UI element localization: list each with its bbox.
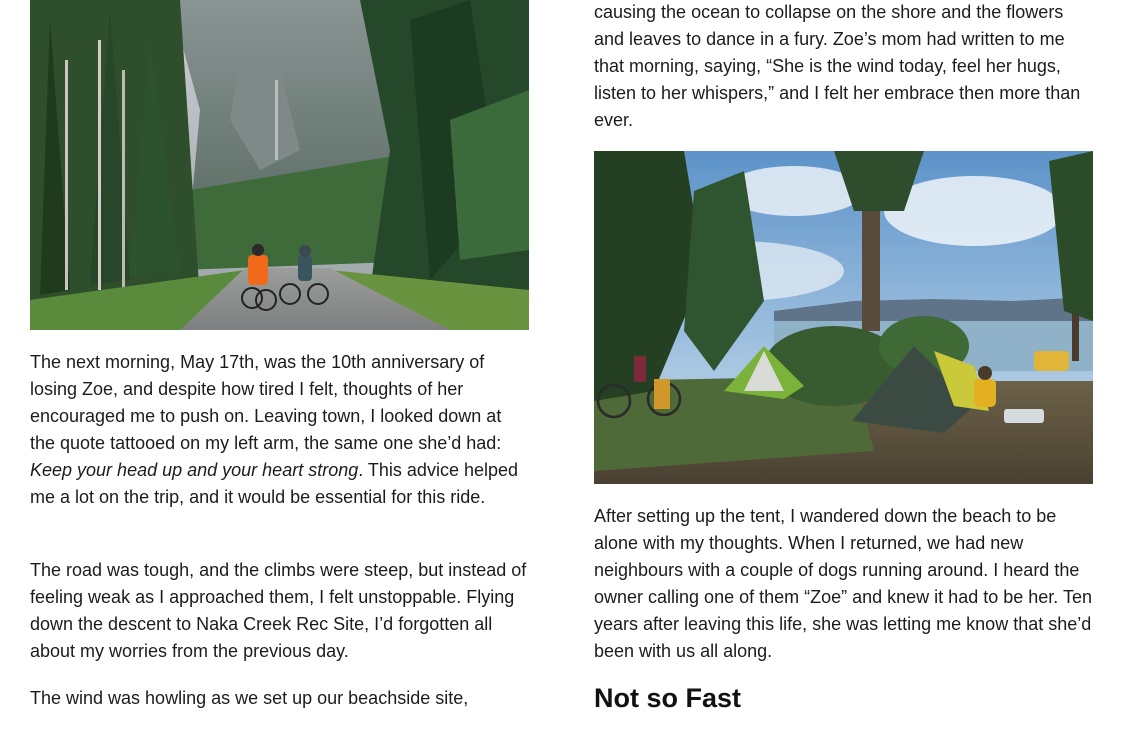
beach-campsite-tents-image <box>594 151 1093 484</box>
paragraph-anniversary <box>30 349 530 511</box>
paragraph-wind-howling: The wind was howling as we set up our beachside site, <box>30 688 469 708</box>
tattoo-quote: Keep your head up and your heart strong <box>30 460 359 480</box>
paragraph-road-climbs: The road was tough, and the climbs were steep, but instead of feeling weak as I approached them, I felt unstoppable. Flying down the descent to Naka Creek Rec Site, I’d forgotten all about my worries from the previous day. <box>30 560 527 661</box>
paragraph-anniversary-text-b: . This advice helped me a lot on the trip, and it would be essential for this ride. <box>30 460 519 507</box>
section-heading-not-so-fast: Not so Fast <box>594 683 742 713</box>
forest-road-cyclists-image <box>30 0 529 330</box>
paragraph-new-neighbours: After setting up the tent, I wandered down the beach to be alone with my thoughts. When I returned, we had new neighbours with a couple of dogs running around. I heard the owner calling one of them “Zoe” and knew it had to be her. Ten years after leaving this life, she was letting me know that she’d been with us all along. <box>594 506 1092 661</box>
paragraph-ocean-wind: causing the ocean to collapse on the shore and the flowers and leaves to dance in a fury. Zoe’s mom had written to me that morning, saying, “She is the wind today, feel her hugs, listen to her whispers,” and I felt her embrace then more than ever. <box>594 2 1081 130</box>
paragraph-anniversary-text-a: The next morning, May 17th, was the 10th anniversary of losing Zoe, and despite how tired I felt, thoughts of her encouraged me to push on. Leaving town, I looked down at the quote tattooed on my left arm, the same one she’d had: <box>30 352 502 453</box>
beach-campsite-photo <box>594 151 1093 484</box>
forest-road-photo <box>30 0 529 330</box>
